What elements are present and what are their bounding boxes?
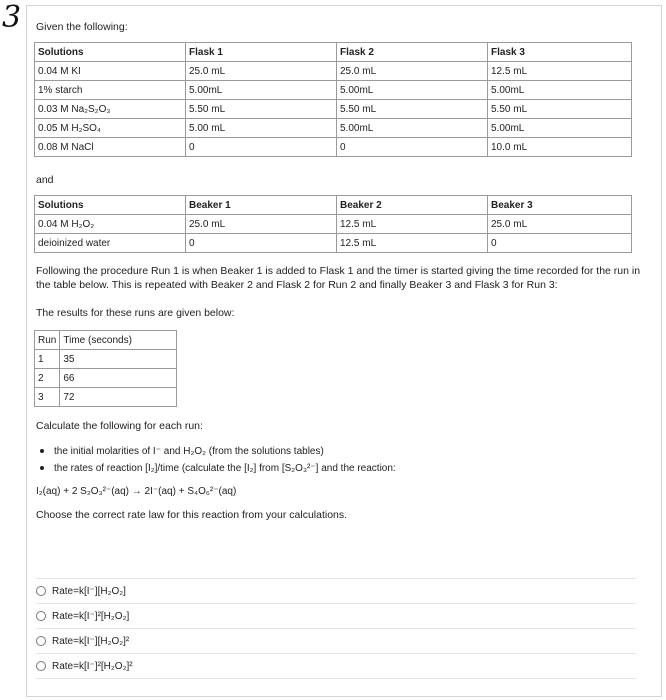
- table-cell: 5.00mL: [186, 81, 337, 100]
- table-cell: 5.50 mL: [186, 100, 337, 119]
- table-cell: 0.04 M KI: [35, 62, 186, 81]
- table-row: [35, 119, 632, 138]
- option-label: Rate=k[I⁻]²[H₂O₂]²: [52, 660, 133, 672]
- table-row: [35, 369, 177, 388]
- table-cell: 0: [186, 234, 337, 253]
- intro-text: Given the following:: [36, 21, 128, 33]
- table-cell: 25.0 mL: [186, 215, 337, 234]
- flask-solutions-table: [34, 42, 632, 157]
- table-cell: 2: [35, 369, 60, 388]
- table-row: [35, 350, 177, 369]
- header-cell: Run: [35, 331, 60, 350]
- table-row: [35, 100, 632, 119]
- option-label: Rate=k[I⁻]²[H₂O₂]: [52, 610, 130, 622]
- table-cell: 0.03 M Na₂S₂O₃: [35, 100, 186, 119]
- beaker-solutions-table: [34, 195, 632, 253]
- rate-law-option[interactable]: [36, 628, 636, 653]
- header-cell: Flask 3: [488, 43, 632, 62]
- table-cell: 25.0 mL: [337, 62, 488, 81]
- table-row: [35, 234, 632, 253]
- table-cell: 5.50 mL: [337, 100, 488, 119]
- radio-button[interactable]: [36, 586, 46, 596]
- radio-button[interactable]: [36, 611, 46, 621]
- question-number: 3: [2, 0, 22, 35]
- table-row: [35, 81, 632, 100]
- table-cell: 12.5 mL: [488, 62, 632, 81]
- table-cell: 0.05 M H₂SO₄: [35, 119, 186, 138]
- header-cell: Beaker 1: [186, 196, 337, 215]
- calc-list: [36, 443, 396, 477]
- table-cell: 0: [186, 138, 337, 157]
- reaction-equation: I₂(aq) + 2 S₂O₃²⁻(aq) → 2I⁻(aq) + S₄O₆²⁻(aq): [36, 486, 237, 497]
- table-cell: 10.0 mL: [488, 138, 632, 157]
- rate-law-option[interactable]: [36, 603, 636, 628]
- results-table: [34, 330, 177, 407]
- list-item: the rates of reaction [I₂]/time (calculate the [I₂] from [S₂O₃²⁻] and the reaction:: [36, 460, 396, 477]
- list-item: the initial molarities of I⁻ and H₂O₂ (from the solutions tables): [36, 443, 396, 460]
- header-cell: Flask 1: [186, 43, 337, 62]
- choose-text: Choose the correct rate law for this reaction from your calculations.: [36, 509, 348, 521]
- table-cell: 5.00 mL: [186, 119, 337, 138]
- table-cell: 5.00mL: [337, 119, 488, 138]
- header-cell: Beaker 3: [488, 196, 632, 215]
- table-cell: 25.0 mL: [488, 215, 632, 234]
- header-cell: Time (seconds): [60, 331, 177, 350]
- option-label: Rate=k[I⁻][H₂O₂]: [52, 585, 126, 597]
- table-cell: 1% starch: [35, 81, 186, 100]
- table-cell: 5.00mL: [337, 81, 488, 100]
- table-cell: 3: [35, 388, 60, 407]
- table-header-row: [35, 196, 632, 215]
- radio-button[interactable]: [36, 661, 46, 671]
- table-cell: 1: [35, 350, 60, 369]
- table-cell: 5.00mL: [488, 119, 632, 138]
- calc-intro: Calculate the following for each run:: [36, 420, 203, 432]
- radio-button[interactable]: [36, 636, 46, 646]
- rate-law-option[interactable]: [36, 578, 636, 603]
- table-row: [35, 62, 632, 81]
- header-cell: Solutions: [35, 196, 186, 215]
- table-cell: 5.00mL: [488, 81, 632, 100]
- rate-law-options: [36, 578, 636, 679]
- table-row: [35, 138, 632, 157]
- table-cell: 66: [60, 369, 177, 388]
- header-cell: Flask 2: [337, 43, 488, 62]
- table-cell: 35: [60, 350, 177, 369]
- table-cell: 12.5 mL: [337, 215, 488, 234]
- table-cell: 0.04 M H₂O₂: [35, 215, 186, 234]
- table-header-row: [35, 43, 632, 62]
- table-cell: 72: [60, 388, 177, 407]
- table-cell: 5.50 mL: [488, 100, 632, 119]
- table-cell: 0: [488, 234, 632, 253]
- table-row: [35, 388, 177, 407]
- table-header-row: [35, 331, 177, 350]
- procedure-text: Following the procedure Run 1 is when Beaker 1 is added to Flask 1 and the timer is started giving the time recorded for the run in the table below. This is repeated with Beaker 2 and Flask 2 for Run 2 and finally Beaker 3 and Flask 3 for Run 3:: [36, 265, 641, 291]
- table-cell: 12.5 mL: [337, 234, 488, 253]
- header-cell: Solutions: [35, 43, 186, 62]
- table-cell: deioinized water: [35, 234, 186, 253]
- option-label: Rate=k[I⁻][H₂O₂]²: [52, 635, 130, 647]
- rate-law-option[interactable]: [36, 653, 636, 679]
- table-row: [35, 215, 632, 234]
- and-text: and: [36, 174, 54, 186]
- results-intro: The results for these runs are given below:: [36, 307, 235, 319]
- table-cell: 0: [337, 138, 488, 157]
- table-cell: 25.0 mL: [186, 62, 337, 81]
- header-cell: Beaker 2: [337, 196, 488, 215]
- table-cell: 0.08 M NaCl: [35, 138, 186, 157]
